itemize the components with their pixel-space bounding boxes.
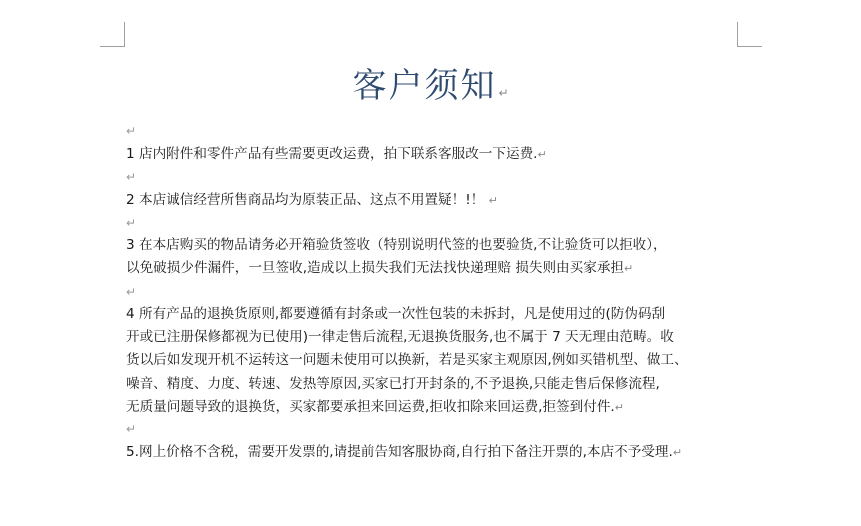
paragraph-3	[126, 234, 752, 280]
paragraph-1	[126, 143, 752, 166]
paragraph-2	[126, 189, 752, 212]
empty-paragraph: ↵	[126, 285, 137, 299]
empty-paragraph: ↵	[126, 170, 137, 184]
margin-corner-top-left	[100, 22, 125, 47]
paragraph-4-line-4: 噪音、精度、力度、转速、发热等原因,买家已打开封条的,不予退换,只能走售后保修流程,	[126, 375, 660, 392]
paragraph-4-line-2: 开或已注册保修都视为已使用)一律走售后流程,无退换货服务,也不属于 7 天无理由范畴。收	[126, 329, 674, 346]
paragraph-3-line-1: 3 在本店购买的物品请务必开箱验货签收（特别说明代签的也要验货,不让验货可以拒收），	[126, 237, 667, 253]
paragraph-4-line-5: 无质量问题导致的退换货，买家都要承担来回运费,拒收扣除来回运费,拒签到付件.	[126, 398, 615, 415]
paragraph-3-line-2: 以免破损少件漏件，一旦签收,造成以上损失我们无法找快递理赔 损失则由买家承担	[126, 260, 625, 277]
paragraph-mark-icon: ↵	[672, 446, 683, 459]
paragraph-mark-icon: ↵	[498, 86, 509, 100]
paragraph-mark-icon: ↵	[614, 400, 624, 414]
paragraph-5	[126, 441, 752, 464]
paragraph-mark-icon: ↵	[537, 148, 547, 161]
empty-paragraph: ↵	[126, 216, 137, 230]
paragraph-4	[126, 303, 752, 419]
paragraph-2-text: 2 本店诚信经营所售商品均为原装正品、这点不用置疑！!！	[126, 192, 485, 208]
paragraph-mark-icon: ↵	[488, 194, 498, 207]
empty-paragraph: ↵	[126, 422, 137, 436]
paragraph-4-line-3: 货以后如发现开机不运转这一问题未使用可以换新，若是买家主观原因,例如买错机型、做工、	[126, 352, 688, 369]
paragraph-1-text: 1 店内附件和零件产品有些需要更改运费，拍下联系客服改一下运费.	[126, 146, 538, 162]
paragraph-5-text: 5.网上价格不含税，需要开发票的,请提前告知客服协商,自行拍下备注开票的,本店不予受理.	[126, 444, 673, 460]
empty-paragraph: ↵	[126, 124, 137, 138]
title-line	[0, 58, 861, 107]
margin-corner-top-right	[737, 22, 762, 47]
document-title: 客户须知	[352, 66, 497, 106]
paragraph-4-line-1: 4 所有产品的退换货原则,都要遵循有封条或一次性包装的未拆封，凡是使用过的(防伪码刮	[126, 306, 666, 322]
paragraph-mark-icon: ↵	[624, 262, 634, 276]
